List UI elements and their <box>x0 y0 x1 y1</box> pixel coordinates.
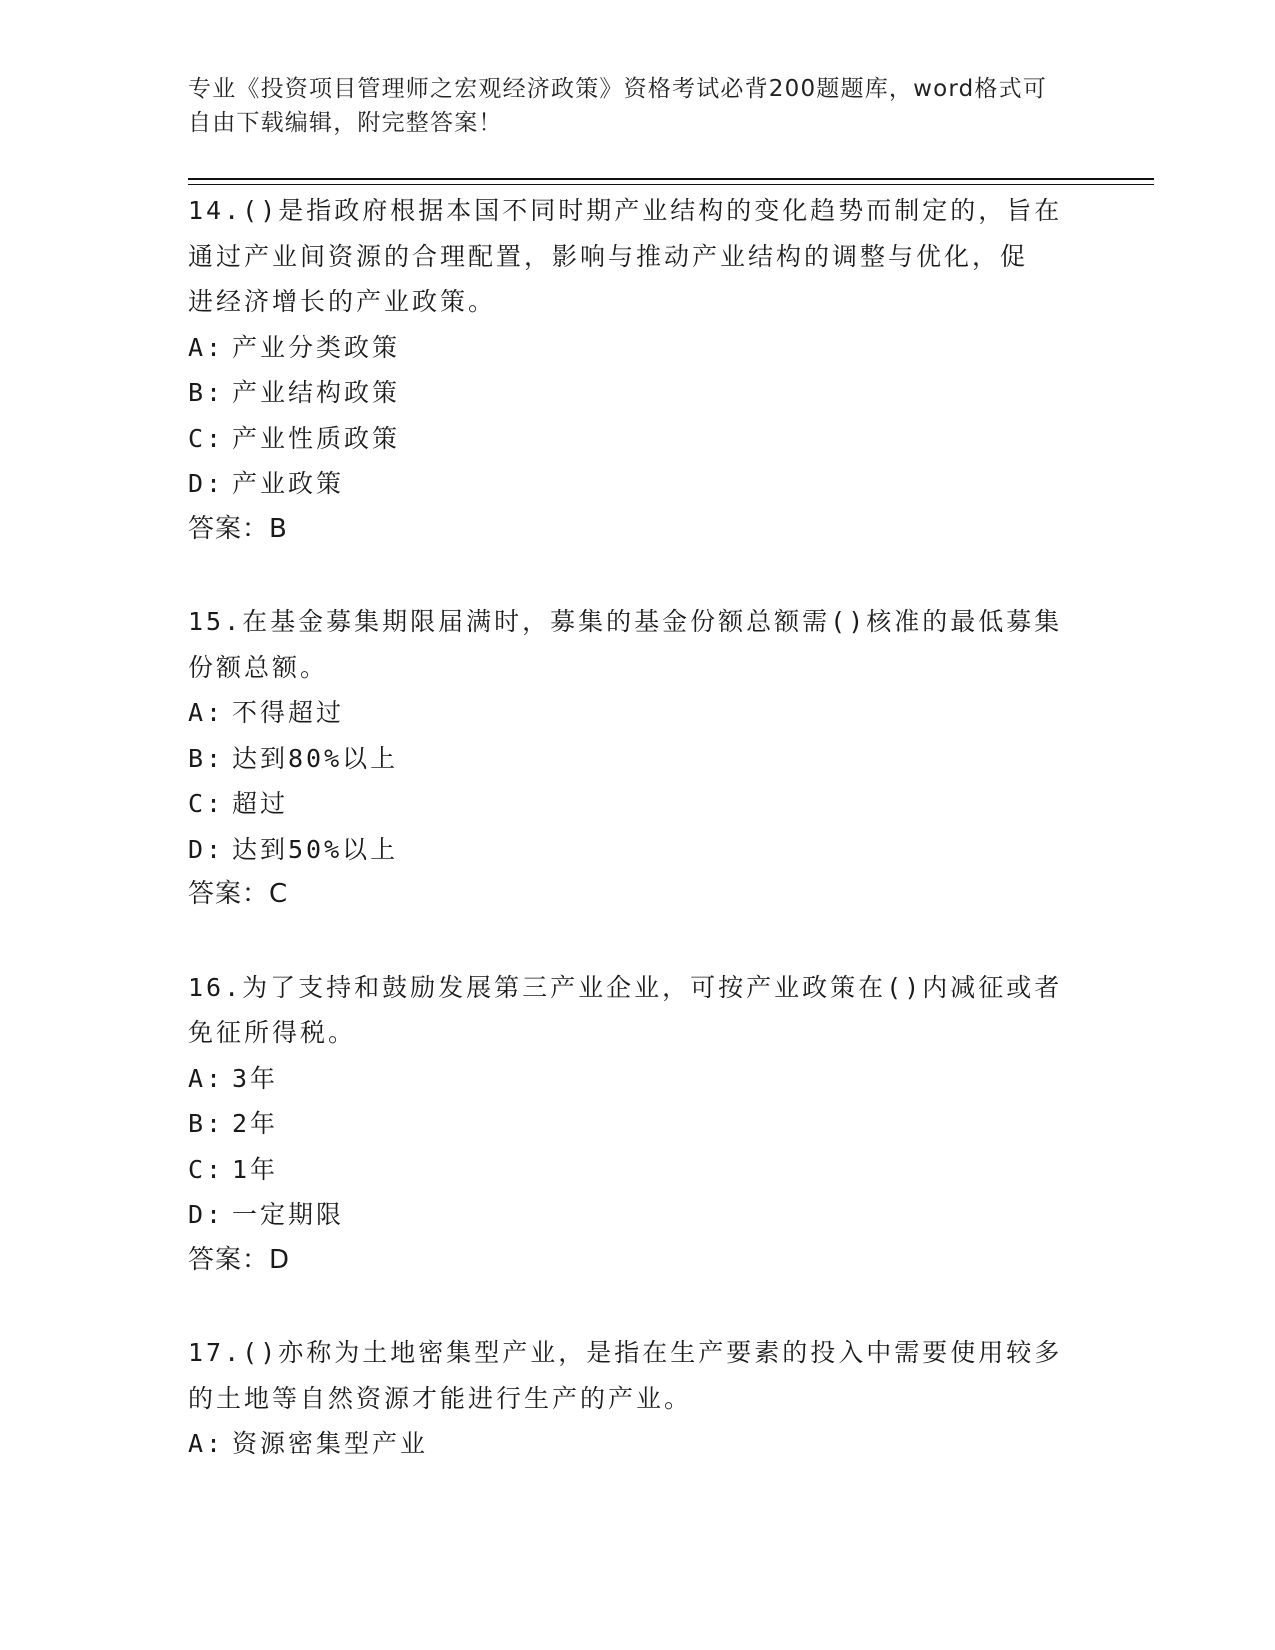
question-15 <box>188 599 1088 918</box>
option-text: 一定期限 <box>232 1200 345 1229</box>
question-stem-line: 15.在基金募集期限届满时，募集的基金份额总额需()核准的最低募集 <box>188 607 1063 636</box>
header-divider-thin <box>188 184 1154 185</box>
option-letter: C: <box>188 1154 225 1184</box>
option-letter: C: <box>188 423 225 453</box>
question-17 <box>188 1330 1088 1467</box>
option-text: 2年 <box>232 1109 279 1138</box>
option-b <box>188 370 1088 416</box>
question-spacer <box>188 918 1088 965</box>
answer-line: 答案：B <box>188 513 288 544</box>
header-line-2: 自由下载编辑，附完整答案！ <box>188 110 503 136</box>
option-text: 3年 <box>232 1063 279 1093</box>
option-letter: A: <box>188 1429 225 1458</box>
option-a <box>188 690 1088 736</box>
option-letter: D: <box>188 469 225 498</box>
question-stem-line: 14.()是指政府根据本国不同时期产业结构的变化趋势而制定的，旨在 <box>188 196 1063 225</box>
option-a <box>188 325 1088 371</box>
option-d <box>188 461 1088 507</box>
option-d <box>188 827 1088 873</box>
option-letter: B: <box>188 378 225 407</box>
option-letter: D: <box>188 834 225 864</box>
question-stem-line: 份额总额。 <box>188 652 329 682</box>
question-list <box>188 188 1088 1467</box>
question-14 <box>188 188 1088 552</box>
document-header <box>188 72 1068 140</box>
option-a <box>188 1056 1088 1102</box>
option-b <box>188 736 1088 782</box>
header-line-1: 专业《投资项目管理师之宏观经济政策》资格考试必背200题题库，word格式可 <box>188 76 1048 102</box>
question-spacer <box>188 1283 1088 1330</box>
question-stem-line: 免征所得税。 <box>188 1018 357 1047</box>
option-text: 资源密集型产业 <box>232 1429 429 1458</box>
option-letter: A: <box>188 332 225 362</box>
option-c <box>188 1147 1088 1193</box>
answer-line: 答案：D <box>188 1244 291 1275</box>
option-letter: A: <box>188 1063 225 1093</box>
question-stem-line: 通过产业间资源的合理配置，影响与推动产业结构的调整与优化，促 <box>188 241 1029 271</box>
option-text: 1年 <box>232 1154 279 1184</box>
question-stem-line: 17.()亦称为土地密集型产业，是指在生产要素的投入中需要使用较多 <box>188 1338 1063 1367</box>
option-text: 产业政策 <box>232 469 345 498</box>
question-stem-line: 16.为了支持和鼓励发展第三产业企业，可按产业政策在()内减征或者 <box>188 972 1063 1002</box>
question-spacer <box>188 552 1088 599</box>
option-letter: B: <box>188 743 225 773</box>
question-16 <box>188 965 1088 1284</box>
option-text: 超过 <box>232 789 289 818</box>
option-c <box>188 781 1088 827</box>
answer-line: 答案：C <box>188 879 289 909</box>
option-d <box>188 1192 1088 1238</box>
option-text: 达到50%以上 <box>232 834 399 864</box>
option-letter: C: <box>188 789 225 818</box>
option-letter: B: <box>188 1109 225 1138</box>
option-c <box>188 416 1088 462</box>
option-text: 产业结构政策 <box>232 378 401 407</box>
option-b <box>188 1101 1088 1147</box>
option-text: 产业性质政策 <box>232 423 401 453</box>
header-divider-thick <box>188 178 1154 180</box>
question-stem-line: 的土地等自然资源才能进行生产的产业。 <box>188 1383 693 1413</box>
option-a <box>188 1421 1088 1467</box>
question-stem-line: 进经济增长的产业政策。 <box>188 287 497 316</box>
option-text: 达到80%以上 <box>232 743 399 773</box>
option-text: 产业分类政策 <box>232 332 401 362</box>
option-text: 不得超过 <box>232 698 345 727</box>
option-letter: A: <box>188 698 225 727</box>
option-letter: D: <box>188 1200 225 1229</box>
